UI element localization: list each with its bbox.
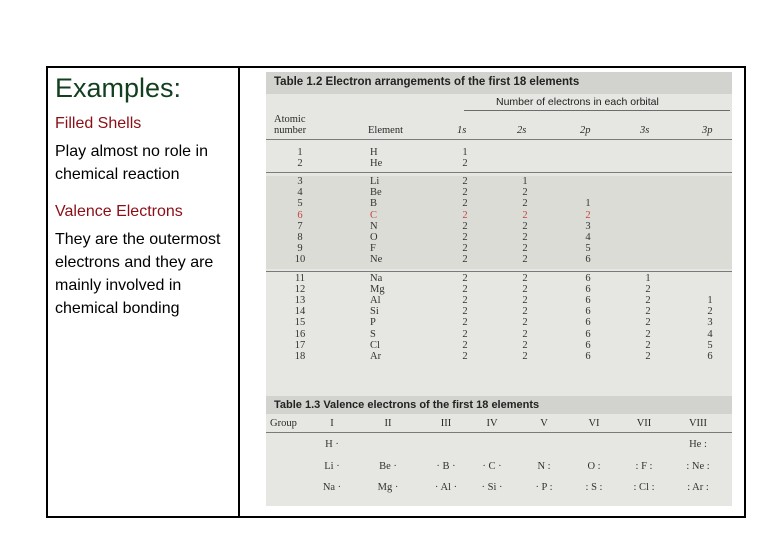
element-symbol-cell: Ar (370, 350, 382, 362)
orbital-count-cell: 6 (585, 350, 591, 362)
orbital-count-cell: 2 (462, 339, 468, 351)
element-symbol-cell: S (370, 328, 376, 340)
table2-group-header: V (540, 418, 548, 429)
table2-group-header: IV (486, 418, 498, 429)
lewis-dot-symbol: Na · (322, 482, 342, 493)
element-symbol-cell: H (370, 147, 378, 158)
atomic-number-cell: 12 (294, 284, 306, 296)
atomic-number-cell: 8 (297, 231, 303, 243)
element-symbol-cell: F (370, 242, 376, 254)
table1-orbital-subheader: Number of electrons in each orbital (496, 96, 659, 108)
orbital-count-cell: 2 (522, 328, 528, 340)
atomic-number-cell: 10 (294, 253, 306, 265)
orbital-count-cell: 6 (585, 306, 591, 318)
orbital-count-cell: 2 (522, 209, 528, 221)
table1-header-orbital: 2s (517, 125, 527, 136)
atomic-number-cell: 1 (297, 147, 303, 158)
orbital-count-cell: 6 (585, 339, 591, 351)
lewis-dot-symbol: O : (587, 461, 601, 472)
header-atomic: Atomic (274, 114, 306, 125)
lewis-dot-symbol: N : (537, 461, 551, 472)
table2-header-rule (266, 432, 732, 433)
atomic-number-cell: 9 (297, 242, 303, 254)
lewis-dot-symbol: He : (689, 439, 707, 450)
orbital-count-cell: 2 (462, 273, 468, 284)
table2-group-header: VII (636, 418, 652, 429)
orbital-count-cell: 2 (462, 176, 468, 188)
element-symbol-cell: He (370, 158, 383, 170)
lewis-dot-symbol: : F : (635, 461, 653, 472)
orbital-count-cell: 2 (522, 306, 528, 318)
lewis-dot-symbol: Be · (379, 461, 397, 472)
orbital-count-cell: 2 (462, 253, 468, 265)
examples-heading: Examples: (55, 73, 182, 103)
lewis-dot-symbol: H · (325, 439, 339, 450)
orbital-count-cell: 2 (462, 284, 468, 296)
orbital-count-cell: 2 (462, 242, 468, 254)
lewis-dot-symbol: : Ar : (687, 482, 709, 493)
orbital-count-cell: 2 (645, 306, 651, 318)
lewis-dot-symbol: · B · (436, 461, 456, 472)
orbital-count-cell: 6 (585, 328, 591, 340)
orbital-count-cell: 6 (585, 284, 591, 296)
table1-subheader-rule (464, 110, 730, 111)
atomic-number-cell: 14 (294, 306, 306, 318)
orbital-count-cell: 6 (585, 295, 591, 307)
table1-rule-period2 (266, 271, 732, 272)
table1-header-rule (266, 139, 732, 140)
atomic-number-cell: 18 (294, 350, 306, 362)
orbital-count-cell: 2 (462, 158, 468, 170)
atomic-number-cell: 3 (297, 176, 303, 188)
orbital-count-cell: 5 (707, 339, 713, 351)
orbital-count-cell: 6 (585, 317, 591, 329)
table1-header-orbital: 3p (702, 125, 713, 136)
filled-shells-title: Filled Shells (55, 115, 142, 132)
lewis-dot-symbol: : Ne : (686, 461, 710, 472)
lewis-dot-symbol: · Al · (434, 482, 458, 493)
table1-title: Table 1.2 Electron arrangements of the first 18 elements (274, 76, 580, 88)
orbital-count-cell: 2 (462, 231, 468, 243)
lewis-dot-symbol: · C · (482, 461, 502, 472)
orbital-count-cell: 1 (462, 147, 468, 158)
orbital-count-cell: 2 (522, 253, 528, 265)
table1-header-atomic-number (274, 114, 306, 136)
orbital-count-cell: 1 (707, 295, 713, 307)
atomic-number-cell: 7 (297, 220, 303, 232)
table2-group-label: Group (270, 418, 297, 429)
orbital-count-cell: 2 (645, 328, 651, 340)
element-symbol-cell: N (370, 220, 378, 232)
orbital-count-cell: 2 (462, 198, 468, 210)
atomic-number-cell: 15 (294, 317, 306, 329)
orbital-count-cell: 2 (645, 295, 651, 307)
orbital-count-cell: 1 (585, 198, 591, 210)
orbital-count-cell: 2 (462, 306, 468, 318)
table1-header-element: Element (368, 125, 403, 136)
lewis-dot-symbol: Li · (324, 461, 340, 472)
orbital-count-cell: 2 (522, 339, 528, 351)
lewis-dot-symbol: : Cl : (633, 482, 655, 493)
orbital-count-cell: 4 (585, 231, 591, 243)
element-symbol-cell: Si (370, 306, 379, 318)
orbital-count-cell: 3 (707, 317, 713, 329)
orbital-count-cell: 2 (462, 350, 468, 362)
orbital-count-cell: 2 (522, 284, 528, 296)
valence-electrons-title: Valence Electrons (55, 203, 183, 220)
orbital-count-cell: 2 (522, 317, 528, 329)
orbital-count-cell: 2 (462, 187, 468, 199)
atomic-number-cell: 6 (297, 209, 303, 221)
element-symbol-cell: C (370, 209, 378, 221)
orbital-count-cell: 6 (585, 253, 591, 265)
table1-period2-band (266, 176, 732, 269)
atomic-number-cell: 5 (297, 198, 303, 210)
element-symbol-cell: Ne (370, 253, 383, 265)
orbital-count-cell: 2 (522, 350, 528, 362)
table1-rule-period1 (266, 172, 732, 173)
orbital-count-cell: 2 (522, 187, 528, 199)
orbital-count-cell: 5 (585, 242, 591, 254)
atomic-number-cell: 2 (297, 158, 303, 170)
table2-group-header: VI (588, 418, 600, 429)
atomic-number-cell: 17 (294, 339, 306, 351)
orbital-count-cell: 2 (585, 209, 591, 221)
filled-shells-text: Play almost no role in chemical reaction (55, 143, 208, 183)
orbital-count-cell: 2 (462, 295, 468, 307)
atomic-number-cell: 4 (297, 187, 303, 199)
element-symbol-cell: Al (370, 295, 381, 307)
table2-title: Table 1.3 Valence electrons of the first 18 elements (274, 399, 540, 411)
element-symbol-cell: P (370, 317, 376, 329)
orbital-count-cell: 2 (462, 220, 468, 232)
orbital-count-cell: 1 (645, 273, 651, 284)
orbital-count-cell: 2 (522, 295, 528, 307)
element-symbol-cell: Cl (370, 339, 380, 351)
orbital-count-cell: 2 (645, 350, 651, 362)
atomic-number-cell: 16 (294, 328, 306, 340)
element-symbol-cell: Li (370, 176, 380, 188)
table1-header-orbital: 1s (457, 125, 467, 136)
orbital-count-cell: 2 (522, 231, 528, 243)
textbook-scan-image (266, 72, 732, 506)
lewis-dot-symbol: : S : (585, 482, 603, 493)
valence-electrons-text: They are the outermost electrons and they are mainly involved in chemical bonding (55, 231, 221, 317)
element-symbol-cell: Mg (370, 284, 385, 296)
orbital-count-cell: 2 (645, 317, 651, 329)
orbital-count-cell: 2 (522, 198, 528, 210)
orbital-count-cell: 6 (707, 350, 713, 362)
lewis-dot-symbol: Mg · (377, 482, 399, 493)
left-text-panel (55, 72, 235, 336)
table1-header-orbital: 3s (640, 125, 650, 136)
orbital-count-cell: 2 (462, 209, 468, 221)
element-symbol-cell: O (370, 231, 378, 243)
orbital-count-cell: 1 (522, 176, 528, 188)
atomic-number-cell: 13 (294, 295, 306, 307)
orbital-count-cell: 3 (585, 220, 591, 232)
element-symbol-cell: Na (370, 273, 383, 284)
orbital-count-cell: 4 (707, 328, 713, 340)
orbital-count-cell: 2 (645, 284, 651, 296)
orbital-count-cell: 2 (707, 306, 713, 318)
header-number: number (274, 125, 307, 136)
atomic-number-cell: 11 (294, 273, 306, 284)
table2-group-header: I (330, 418, 334, 429)
orbital-count-cell: 2 (645, 339, 651, 351)
lewis-dot-symbol: · P : (535, 482, 553, 493)
lewis-dot-symbol: · Si · (481, 482, 503, 493)
orbital-count-cell: 2 (522, 220, 528, 232)
orbital-count-cell: 2 (462, 328, 468, 340)
orbital-count-cell: 6 (585, 273, 591, 284)
table2-group-header: II (384, 418, 392, 429)
table1-header-orbital: 2p (580, 125, 591, 136)
table2-group-header: VIII (688, 418, 708, 429)
element-symbol-cell: Be (370, 187, 382, 199)
orbital-count-cell: 2 (462, 317, 468, 329)
orbital-count-cell: 2 (522, 242, 528, 254)
element-symbol-cell: B (370, 198, 378, 210)
orbital-count-cell: 2 (522, 273, 528, 284)
table2-group-header: III (440, 418, 452, 429)
column-divider (238, 66, 240, 518)
